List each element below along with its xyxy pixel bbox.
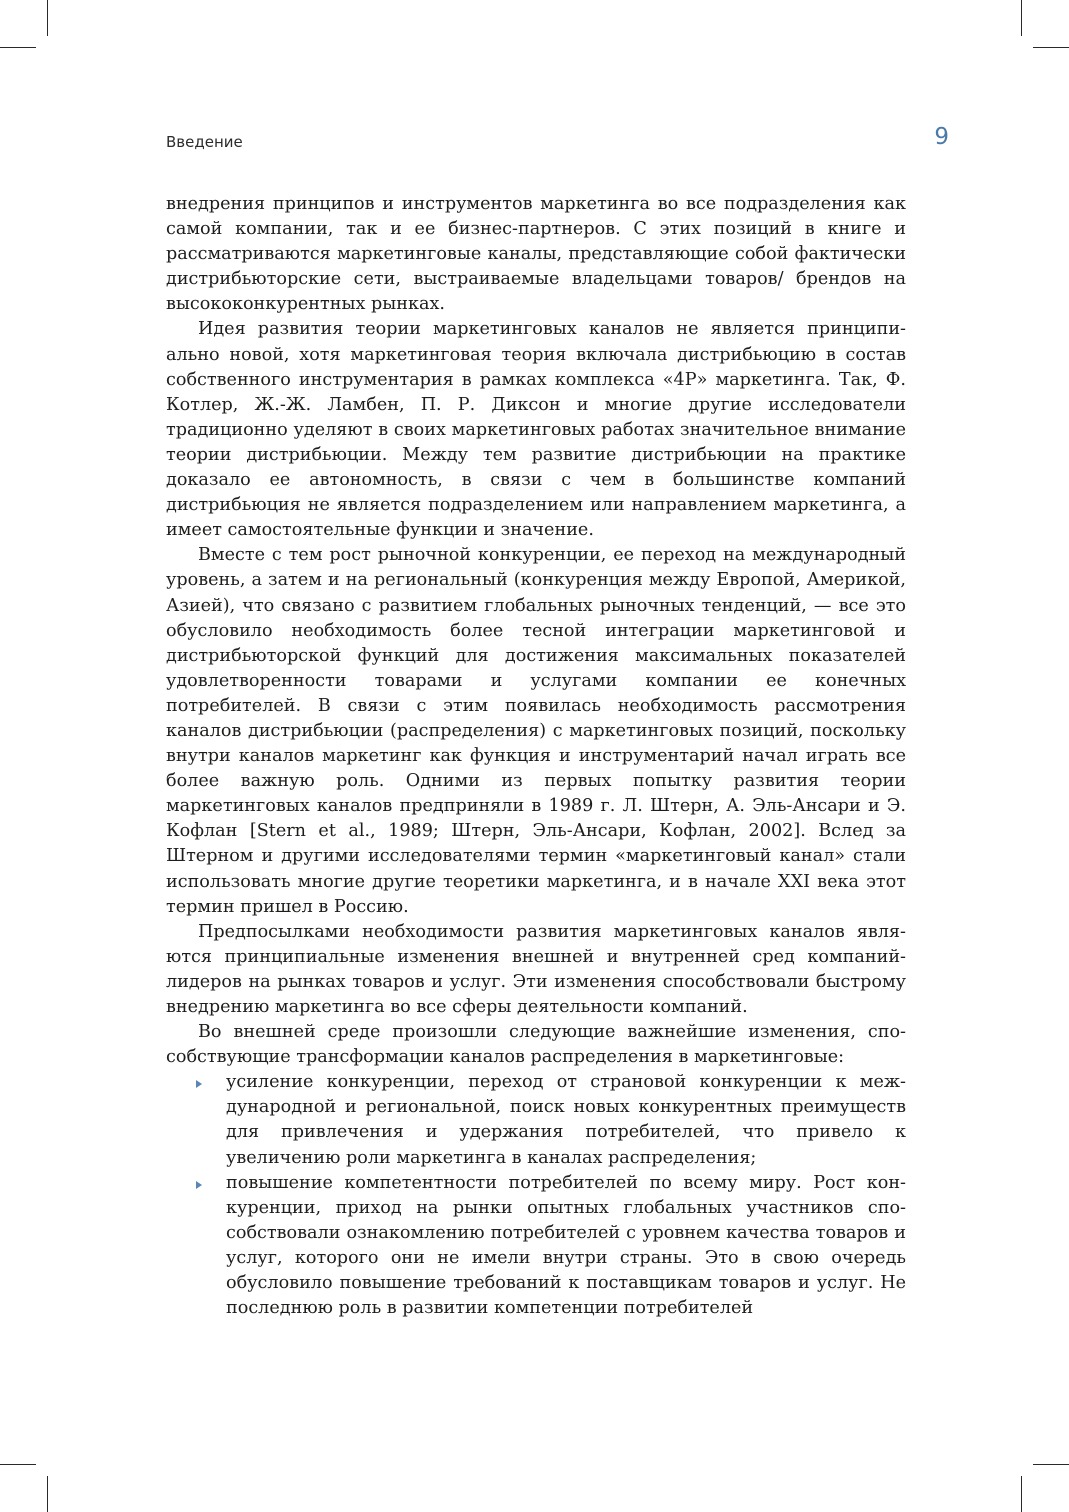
- triangle-bullet-icon: [196, 1080, 202, 1088]
- crop-mark-bottom-left-horizontal: [0, 1464, 36, 1465]
- main-text: [166, 192, 906, 1321]
- bullet-list: [166, 1070, 906, 1321]
- triangle-bullet-icon: [196, 1181, 202, 1189]
- crop-mark-top-left-vertical: [47, 0, 48, 36]
- crop-mark-top-right-horizontal: [1033, 47, 1069, 48]
- paragraph: Идея развития теории маркетинговых каналов не является принципиально новой, хотя маркетинговая теория включала дистрибьюцию в состав собственного инструментария в рамках комплекса «4P» маркетинга. Так, Ф. Котлер, Ж.-Ж. Ламбен, П. Р. Диксон и многие другие исследователи традиционно уделяют в своих маркетинговых работах значительное внимание теории дистрибьюции. Между тем развитие дистрибьюции на практике доказало ее автономность, в связи с чем в большинстве компаний дистрибьюция не является подразделением или направлением маркетинга, а имеет самостоятельные функции и значение.: [166, 319, 906, 541]
- crop-mark-top-left-horizontal: [0, 47, 36, 48]
- page-number: 9: [934, 124, 949, 150]
- bullet-item: [166, 1171, 906, 1322]
- bullet-item: [166, 1070, 906, 1170]
- crop-mark-top-right-vertical: [1021, 0, 1022, 36]
- crop-mark-bottom-left-vertical: [47, 1476, 48, 1512]
- paragraph: Вместе с тем рост рыночной конкуренции, ее переход на международный уровень, а затем и на региональный (конкуренция между Европой, Америкой, Азией), что связано с развитием глобальных рыночных тенденций, — все это обусловило необходимость более тесной интеграции маркетинговой и дистрибьюторской функций для достижения максимальных показателей удовлетворенности товарами и услугами компании ее конечных потребителей. В связи с этим появилась необходимость рассмотрения каналов дистрибьюции (распределения) с маркетинговых позиций, поскольку внутри каналов маркетинг как функция и инструментарий начал играть все более важную роль. Одними из первых попытку развития теории маркетинговых каналов предприняли в 1989 г. Л. Штерн, А. Эль-Ансари и Э. Кофлан [Stern et al., 1989; Штерн, Эль-Ансари, Кофлан, 2002]. Вслед за Штерном и другими исследователями термин «маркетинговый канал» стали использовать многие другие теоретики маркетинга, и в начале XXI века этот термин пришел в Россию.: [166, 545, 906, 917]
- paragraph-continuation: внедрения принципов и инструментов маркетинга во все подразделения как самой компании, так и ее бизнес-партнеров. С этих позиций в книге и рассматриваются маркетинговые каналы, представляющие собой фактически дистрибьюторские сети, выстраиваемые владельцами товаров/ брендов на высококонкурентных рынках.: [166, 194, 906, 315]
- running-head: Введение: [166, 133, 243, 151]
- paragraph: Предпосылками необходимости развития маркетинговых каналов являются принципиальные изменения внешней и внутренней сред компаний-лидеров на рынках товаров и услуг. Эти изменения способствовали быстрому внедрению маркетинга во все сферы деятельности компаний.: [166, 921, 906, 1017]
- crop-mark-bottom-right-vertical: [1021, 1476, 1022, 1512]
- paragraph: Во внешней среде произошли следующие важнейшие изменения, способствующие трансформации каналов распределения в маркетинговые:: [166, 1022, 906, 1068]
- bullet-text: повышение компетентности потребителей по всему миру. Рост конкуренции, приход на рынки опытных глобальных участников способствовали ознакомлению потребителей с уровнем качества товаров и услуг, которого они не имели внутри страны. Это в свою очередь обусловило повышение требований к поставщикам товаров и услуг. Не последнюю роль в развитии компетенции потребителей: [226, 1172, 906, 1319]
- crop-mark-bottom-right-horizontal: [1033, 1464, 1069, 1465]
- bullet-text: усиление конкуренции, переход от страновой конкуренции к международной и региональной, поиск новых конкурентных преимуществ для привлечения и удержания потребителей, что привело к увеличению роли маркетинга в каналах распределения;: [226, 1072, 906, 1168]
